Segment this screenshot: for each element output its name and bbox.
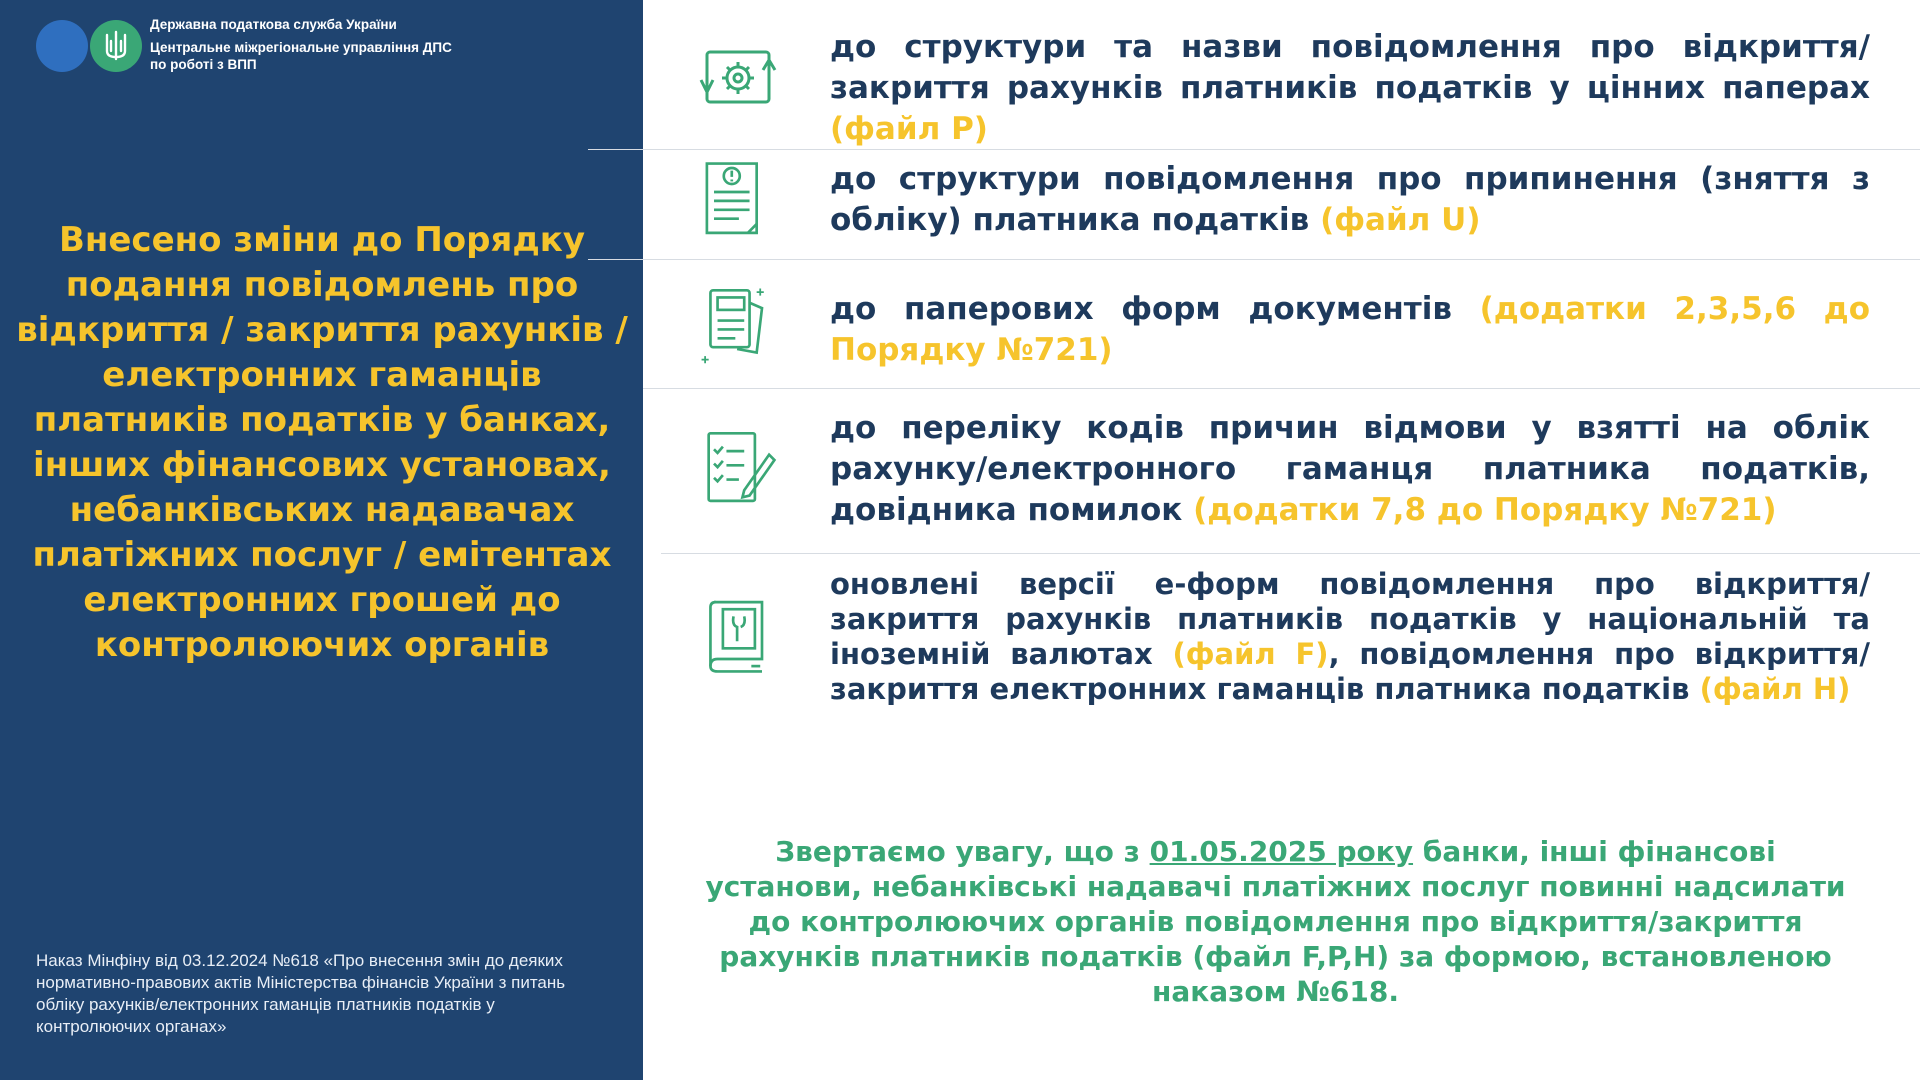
gear-sync-icon [693,40,783,120]
divider [588,149,1920,150]
item-3-text [830,289,1870,371]
item-5-text [830,567,1870,707]
trident-emblem-icon [90,20,142,72]
org-line-2: Центральне міжрегіональне управління ДПС по роботі з ВПП [150,40,452,72]
divider [643,388,1920,389]
note-date: 01.05.2025 року [1149,835,1414,868]
item-3-body: до паперових форм документів [830,291,1452,327]
note-before: Звертаємо увагу, що з [775,835,1150,868]
item-5-body-b: , повідомлення про відкриття/закриття електронних гаманців платника податків [830,637,1870,706]
blue-circle-logo [36,20,88,72]
document-alert-icon [693,160,783,240]
item-2-highlight: (файл U) [1320,202,1481,238]
item-5-highlight-b: (файл H) [1699,672,1851,706]
paper-forms-icon [693,285,783,365]
right-panel [643,0,1920,1080]
item-3-highlight: (додатки 2,3,5,6 до Порядку №721) [830,291,1871,368]
item-1-highlight: (файл P) [830,111,988,147]
item-4-highlight: (додатки 7,8 до Порядку №721) [1193,492,1777,528]
item-4-text [830,408,1870,531]
checklist-pen-icon [693,428,783,508]
logos [36,20,142,72]
note-after: банки, інші фінансові установи, небанківські надавачі платіжних послуг повинні надсилати до контролюючих органів повідомлення про відкриття/закриття рахунків платників податків (файл F,P,H) за формою, встановленою наказом №618. [705,835,1846,1008]
divider [661,553,1920,554]
org-line-1: Державна податкова служба України [150,17,397,32]
divider [588,259,1920,260]
item-4-body: до переліку кодів причин відмови у взятті на облік рахунку/електронного гаманця платника податків, довідника помилок [830,410,1870,528]
item-1-body: до структури та назви повідомлення про відкриття/закриття рахунків платників податків у цінних паперах [830,29,1870,106]
item-1-text [830,27,1870,150]
attention-note [703,834,1848,1009]
item-2-body: до структури повідомлення про припинення (зняття з обліку) платника податків [830,161,1870,238]
main-title: Внесено зміни до Порядку подання повідомлень про відкриття / закриття рахунків / електронних гаманців платників податків у банках, інших фінансових установах, небанківських надавачах платіжних послуг / емітентах електронних грошей до контролюючих органів [16,220,628,665]
item-5-body-a: оновлені версії е-форм повідомлення про відкриття/закриття рахунків платників податків у національній та іноземній валютах [830,567,1870,671]
left-panel [0,0,643,1080]
order-reference: Наказ Мінфіну від 03.12.2024 №618 «Про внесення змін до деяких нормативно-правових актів Міністерства фінансів України з питань обліку рахунків/електронних гаманців платників податків у контролюючих органах» [36,951,566,1036]
organization-name [150,16,470,73]
item-2-text [830,159,1870,241]
item-5-highlight-a: (файл F) [1172,637,1329,671]
manual-book-icon [693,595,783,675]
